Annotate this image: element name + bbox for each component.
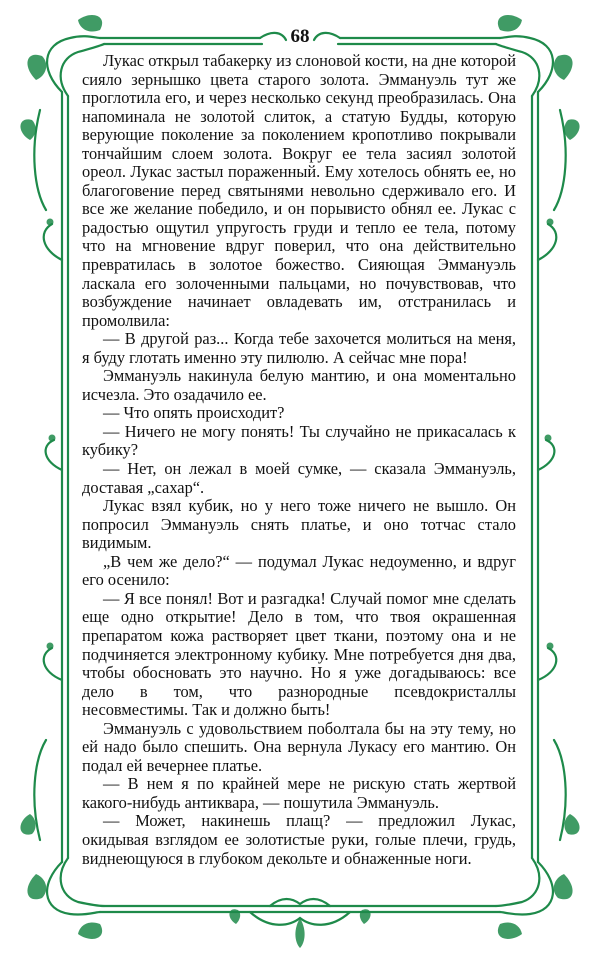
paragraph: — Может, накинешь плащ? — предложил Лукас, окидывая взглядом ее золотистые руки, голые плечи, грудь, виднеющуюся в глубоком декольте и обнаженные ноги. [82,811,516,868]
body-text [82,52,516,868]
paragraph: „В чем же дело?“ — подумал Лукас недоуменно, и вдруг его осенило: [82,551,516,590]
paragraph: — Что опять происходит? [103,403,285,423]
paragraph: — Нет, он лежал в моей сумке, — сказала Эммануэль, доставая „сахар“. [82,459,516,497]
paragraph: — Ничего не могу понять! Ты случайно не прикасалась к кубику? [82,421,516,460]
paragraph: Эммануэль накинула белую мантию, и она моментально исчезла. Это озадачило ее. [82,366,516,404]
paragraph: Лукас открыл табакерку из слоновой кости, на дне которой сияло зернышко цвета старого золота. Эммануэль тут же проглотила его, и через несколько секунд преобразилась. Она напоминала не золотой слиток, а статую Будды, которую верующие поколение за поколением кропотливо покрывали тончайшим слоем золота. Вокруг ее тела засиял золотой ореол. Лукас застыл пораженный. Ему хотелось обнять ее, но благоговение перед святынями невольно сдерживало его. И все же желание победило, и он порывисто обнял ее. Лукас с радостью ощутил упругость груди и тепло ее тела, потому что на мгновение вдруг поверил, что она действительно превратилась в золотое божество. Сияющая Эммануэль ласкала его золоченными пальцами, но почувствовав, что возбуждение начинает овладевать им, отстранилась и промолвила: [82,51,516,330]
paragraph: — Я все понял! Вот и разгадка! Случай помог мне сделать еще одно открытие! Дело в том, что твоя окрашенная препаратом кожа растворяет цвет ткани, поэтому она и не подчиняется электронному кубику. Мне потребуется дня два, чтобы обосновать это научно. Но я уже догадываюсь: все дело в том, что разнородные псевдокристаллы несовместимы. Так и должно быть! [82,588,516,720]
page-number: 68 [290,26,310,47]
paragraph: — В нем я по крайней мере не рискую стать жертвой какого-нибудь антиквара, — пошутила Эммануэль. [82,774,516,812]
paragraph: Лукас взял кубик, но у него тоже ничего не вышло. Он попросил Эммануэль снять платье, и оно тотчас стало видимым. [82,496,516,553]
paragraph: — В другой раз... Когда тебе захочется молиться на меня, я буду глотать именно эту пилюлю. А сейчас мне пора! [82,329,516,367]
paragraph: Эммануэль с удовольствием поболтала бы на эту тему, но ей надо было спешить. Она вернула Лукасу его мантию. Он подал ей вечернее платье. [82,718,516,775]
